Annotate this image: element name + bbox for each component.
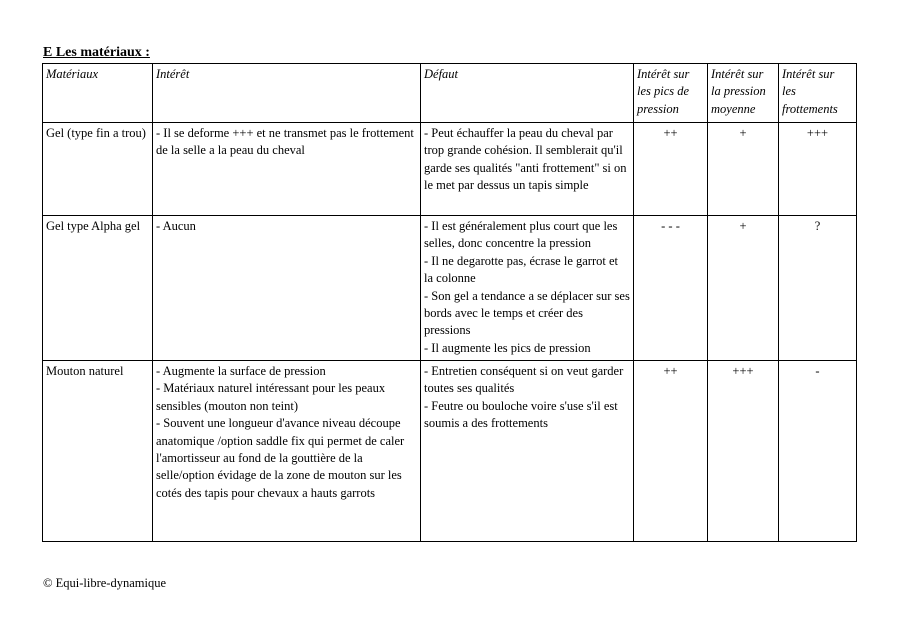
header-interet-moyenne [708, 64, 779, 123]
cell-paragraph: - Entretien conséquent si on veut garder toutes ses qualités [424, 364, 624, 396]
cell-material: Mouton naturel [43, 361, 153, 542]
cell-paragraph: - Son gel a tendance a se déplacer sur ses bords avec le temps et créer des pressions [424, 288, 630, 338]
cell-paragraph: - Augmente la surface de pression [156, 364, 326, 378]
materials-table [42, 63, 857, 542]
cell-rating-moyenne: +++ [708, 361, 779, 542]
table-row [43, 216, 857, 361]
cell-paragraph: - Peut échauffer la peau du cheval par trop grande cohésion. Il semblerait qu'il garde ses qualités "anti frottement" si on le met par dessus un tapis simple [424, 126, 627, 193]
cell-material: Gel (type fin a trou) [43, 123, 153, 216]
cell-defaut [421, 361, 634, 542]
header-materiaux: Matériaux [43, 64, 153, 123]
copyright-footer: © Equi-libre-dynamique [43, 576, 167, 590]
table-row [43, 361, 857, 542]
cell-rating-moyenne: + [708, 216, 779, 361]
section-title: E Les matériaux : [43, 45, 150, 60]
cell-paragraph: - Feutre ou bouloche voire s'use s'il est soumis a des frottements [424, 398, 618, 431]
header-line: Intérêt sur [782, 67, 835, 81]
cell-material: Gel type Alpha gel [43, 216, 153, 361]
cell-interet [153, 123, 421, 216]
cell-paragraph: - Il ne degarotte pas, écrase le garrot et la colonne [424, 253, 618, 286]
header-line: les pics de [637, 84, 690, 99]
cell-paragraph: - Matériaux naturel intéressant pour les peaux sensibles (mouton non teint) [156, 381, 386, 413]
table-row [43, 123, 857, 216]
header-line: frottements [782, 101, 838, 116]
cell-paragraph: - Il se deforme +++ et ne transmet pas le frottement de la selle a la peau du cheval [156, 126, 414, 158]
cell-interet [153, 216, 421, 361]
cell-paragraph: - Il augmente les pics de pression [424, 340, 591, 355]
cell-defaut [421, 123, 634, 216]
header-line: moyenne [711, 101, 756, 116]
cell-paragraph: - Il est généralement plus court que les selles, donc concentre la pression [424, 219, 618, 251]
cell-paragraph: - Souvent une longueur d'avance niveau découpe anatomique /option saddle fix qui permet de caler l'amortisseur au fond de la gouttière de la selle/option évidage de la zone de mouton sur les cotés des tapis pour chevaux a hauts garrots [156, 416, 405, 500]
cell-rating-frottements: +++ [779, 123, 857, 216]
cell-rating-pics: ++ [634, 361, 708, 542]
cell-paragraph: - Aucun [156, 219, 196, 233]
table-header-row [43, 64, 857, 123]
cell-rating-moyenne: + [708, 123, 779, 216]
cell-rating-frottements: ? [779, 216, 857, 361]
header-line: la pression [711, 84, 766, 99]
header-interet-pics [634, 64, 708, 123]
header-defaut: Défaut [421, 64, 634, 123]
header-line: Intérêt sur [711, 67, 764, 81]
cell-interet [153, 361, 421, 542]
header-line: pression [637, 101, 679, 116]
header-interet-frottements [779, 64, 857, 123]
cell-rating-pics: - - - [634, 216, 708, 361]
header-line: Intérêt sur [637, 67, 690, 81]
header-line: les [782, 84, 796, 99]
cell-rating-pics: ++ [634, 123, 708, 216]
cell-rating-frottements: - [779, 361, 857, 542]
header-interet: Intérêt [153, 64, 421, 123]
cell-defaut [421, 216, 634, 361]
